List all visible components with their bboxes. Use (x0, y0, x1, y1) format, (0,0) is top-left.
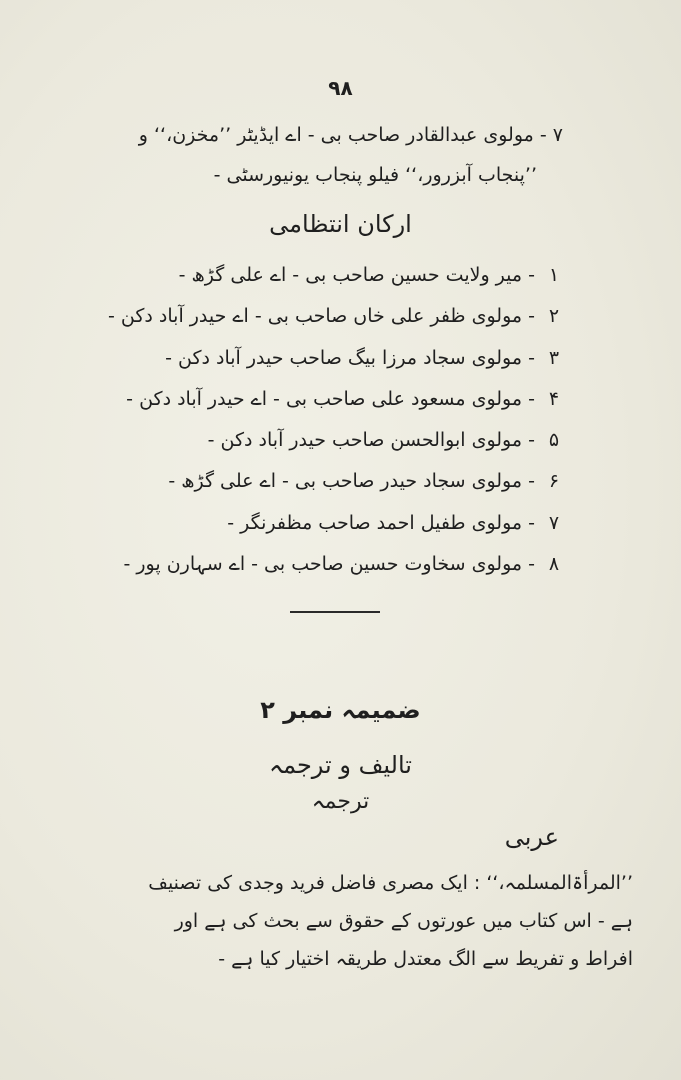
intro-entry (103, 115, 563, 195)
paragraph-line-2: ہے - اس کتاب میں عورتوں کے حقوق سے بحث کی ہے اور (174, 910, 633, 932)
member-text: - مولوی ابوالحسن صاحب حیدر آباد دکن - (207, 429, 535, 452)
appendix-subheading: ترجمہ (311, 789, 370, 814)
member-item (67, 420, 567, 461)
member-number: ۲ (548, 305, 560, 328)
member-text: - مولوی مسعود علی صاحب بی - اے حیدر آباد دکن - (126, 387, 535, 410)
member-item (67, 461, 567, 502)
member-number: ۷ (548, 511, 560, 534)
member-text: - مولوی طفیل احمد صاحب مظفرنگر - (227, 511, 535, 534)
member-item (67, 296, 567, 337)
member-item (67, 503, 567, 544)
member-item (67, 255, 567, 296)
management-members-list (67, 255, 567, 585)
book-description-paragraph (43, 864, 633, 978)
member-number: ۶ (548, 470, 560, 493)
member-text: - میر ولایت حسین صاحب بی - اے علی گڑھ - (178, 264, 535, 286)
language-heading: عربی (504, 823, 559, 851)
member-item (67, 379, 567, 420)
member-number: ۵ (548, 429, 560, 452)
management-heading: ارکان انتظامی (269, 210, 412, 238)
member-item (67, 338, 567, 379)
member-text: - مولوی سجاد حیدر صاحب بی - اے علی گڑھ - (168, 470, 535, 493)
member-text: - مولوی سجاد مرزا بیگ صاحب حیدر آباد دکن - (165, 346, 535, 369)
member-number: ۳ (548, 346, 560, 369)
member-item (67, 544, 567, 585)
page-number: ۹۸ (328, 76, 353, 100)
appendix-subtitle: تالیف و ترجمہ (269, 751, 412, 779)
appendix-title: ضمیمہ نمبر ۲ (260, 696, 421, 724)
member-number: ۱ (548, 264, 560, 286)
paragraph-line-3: افراط و تفریط سے الگ معتدل طریقہ اختیار کیا ہے - (218, 948, 633, 970)
member-text: - مولوی ظفر علی خاں صاحب بی - اے حیدر آباد دکن - (108, 305, 535, 328)
intro-line-1: ۷ - مولوی عبدالقادر صاحب بی - اے ایڈیٹر ’’مخزن،‘‘ و (138, 124, 563, 146)
member-number: ۸ (548, 553, 560, 576)
paragraph-line-1: ’’المرأۃالمسلمہ،‘‘ : ایک مصری فاضل فرید وجدی کی تصنیف (148, 872, 633, 894)
intro-line-2: ’’پنجاب آبزرور،‘‘ فیلو پنجاب یونیورسٹی - (213, 164, 537, 186)
section-divider (290, 611, 380, 613)
member-text: - مولوی سخاوت حسین صاحب بی - اے سہارن پور - (123, 553, 535, 576)
member-number: ۴ (548, 387, 560, 410)
